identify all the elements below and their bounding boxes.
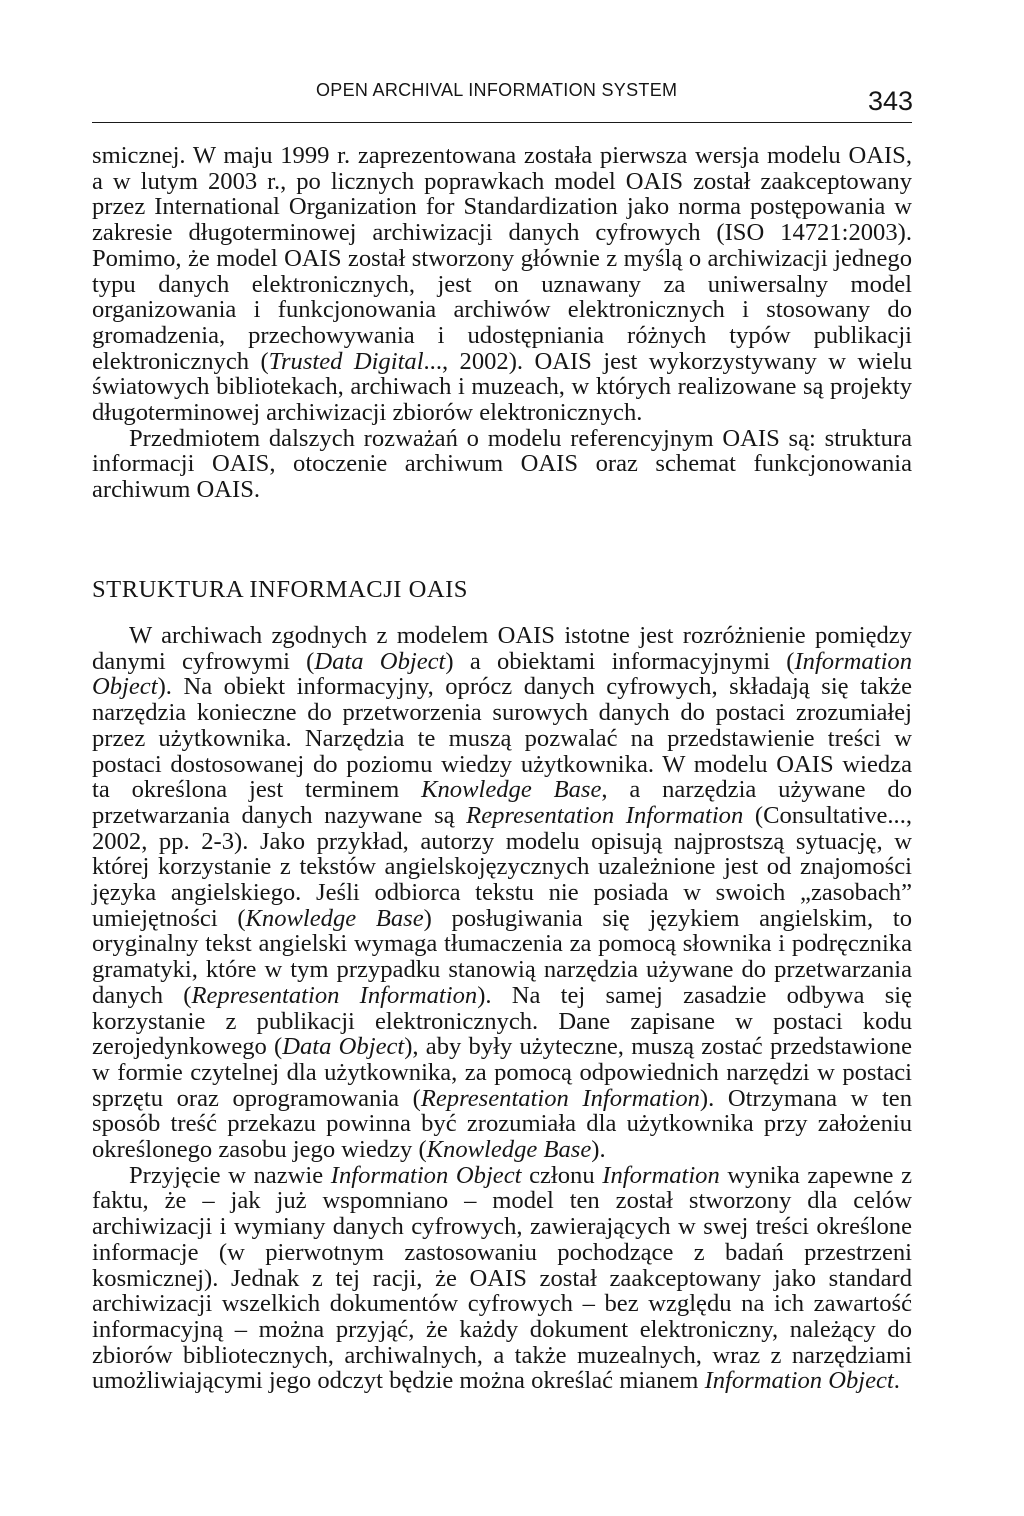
section-heading: STRUKTURA INFORMACJI OAIS <box>92 576 468 603</box>
paragraph-3: W archiwach zgodnych z modelem OAIS istotne jest rozróżnienie pomiędzy danymi cyfrowymi (Data Object) a obiektami informacyjnymi (Information Object). Na obiekt informacyjny, oprócz danych cyfrowych, składają się także narzędzia konieczne do przetworzenia surowych danych do postaci zrozumiałej przez użytkownika. Narzędzia te muszą pozwalać na przedstawienie treści w postaci dostosowanej do poziomu wiedzy użytkownika. W modelu OAIS wiedza ta określona jest terminem Knowledge Base, a narzędzia używane do przetwarzania danych nazywane są Representation Information (Consultative..., 2002, pp. 2-3). Jako przykład, autorzy modelu opisują najprostszą sytuację, w której korzystanie z tekstów angielskojęzycznych uzależnione jest od znajomości języka angielskiego. Jeśli odbiorca tekstu nie posiada w swoich „zasobach” umiejętności (Knowledge Base) posługiwania się językiem angielskim, to oryginalny tekst angielski wymaga tłumaczenia za pomocą słownika i podręcznika gramatyki, które w tym przypadku stanowią narzędzia używane do przetwarzania danych (Representation Information). Na tej samej zasadzie odbywa się korzystanie z publikacji elektronicznych. Dane zapisane w postaci kodu zerojedynkowego (Data Object), aby były użyteczne, muszą zostać przedstawione w formie czytelnej dla użytkownika, za pomocą odpowiednich narzędzi w postaci sprzętu oraz oprogramowania (Representation Information). Otrzymana w ten sposób treść przekazu powinna być zrozumiała dla użytkownika przy założeniu określonego zasobu jego wiedzy (Knowledge Base). <box>92 622 913 1164</box>
page-number: 343 <box>867 86 913 116</box>
paragraph-1: smicznej. W maju 1999 r. zaprezentowana została pierwsza wersja modelu OAIS, a w lutym 2003 r., po licznych poprawkach model OAIS został zaakceptowany przez International Organization for Standardization jako norma postępowania w zakresie długoterminowej archiwizacji danych cyfrowych (ISO 14721:2003). Pomimo, że model OAIS został stworzony głównie z myślą o archiwizacji jednego typu danych elektronicznych, jest on uznawany za uniwersalny model organizowania i funkcjonowania archiwów elektronicznych i stosowany do gromadzenia, przechowywania i udostępniania różnych typów publikacji elektronicznych (Trusted Digital..., 2002). OAIS jest wykorzystywany w wielu światowych bibliotekach, archiwach i muzeach, w których realizowane są projekty długoterminowej archiwizacji zbiorów elektronicznych. <box>92 142 912 427</box>
running-head: OPEN ARCHIVAL INFORMATION SYSTEM <box>316 80 678 100</box>
body-text-top <box>92 143 912 503</box>
paragraph-4: Przyjęcie w nazwie Information Object członu Information wynika zapewne z faktu, że – jak już wspomniano – model ten został stworzony dla celów archiwizacji i wymiany danych cyfrowych, zawierających w swej treści określone informacje (w pierwotnym zastosowaniu pochodzące z badań przestrzeni kosmicznej). Jednak z tej racji, że OAIS został zaakceptowany jako standard archiwizacji wszelkich dokumentów cyfrowych – bez względu na ich zawartość informacyjną – można przyjąć, że każdy dokument elektroniczny, należący do zbiorów bibliotecznych, archiwalnych, a także muzealnych, wraz z narzędziami umożliwiającymi jego odczyt będzie można określać mianem Information Object. <box>92 1161 912 1395</box>
paragraph-2: Przedmiotem dalszych rozważań o modelu referencyjnym OAIS są: struktura informacji OAIS, otoczenie archiwum OAIS oraz schemat funkcjonowania archiwum OAIS. <box>92 424 912 504</box>
body-text-section <box>92 623 912 1394</box>
header-rule <box>92 122 912 123</box>
